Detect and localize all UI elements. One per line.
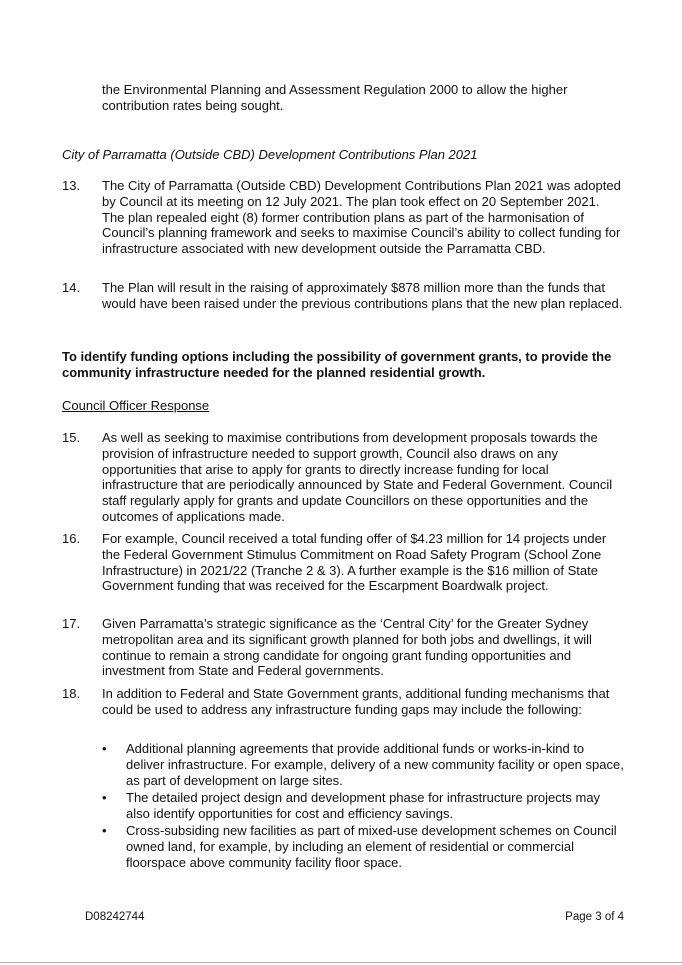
bullet-text: The detailed project design and development phase for infrastructure projects may also identify opportunities for cost and efficiency savings. [126,790,601,821]
paragraph-number: 13. [62,178,81,193]
plan-title: City of Parramatta (Outside CBD) Development Contributions Plan 2021 [62,147,478,162]
paragraph-17 [62,616,624,679]
paragraph-text: Given Parramatta’s strategic significance as the ‘Central City’ for the Greater Sydney metropolitan area and its significant growth planned for both jobs and dwellings, it will continue to remain a strong candidate for ongoing grant funding opportunities and investment from State and Federal governments. [102,616,592,679]
paragraph-number: 14. [62,280,81,295]
paragraph-18 [62,686,624,718]
paragraph-text: The City of Parramatta (Outside CBD) Development Contributions Plan 2021 was adopted by Council at its meeting on 12 July 2021. The plan took effect on 20 September 2021. The plan repealed eight (8) former contribution plans as part of the harmonisation of Council’s planning framework and seeks to maximise Council’s ability to collect funding for infrastructure associated with new development outside the Parramatta CBD. [102,178,621,257]
paragraph-number: 18. [62,686,81,701]
document-id: D08242744 [85,911,145,923]
paragraph-number: 15. [62,430,81,445]
paragraph-number: 16. [62,531,81,546]
paragraph-14 [62,280,624,312]
response-heading: Council Officer Response [62,398,210,413]
continuation-paragraph: the Environmental Planning and Assessment Regulation 2000 to allow the higher contribution rates being sought. [102,82,568,113]
bullet-mark: • [102,790,107,805]
bullet-item [102,823,624,870]
paragraph-13 [62,178,624,257]
paragraph-text: The Plan will result in the raising of approximately $878 million more than the funds that would have been raised under the previous contributions plans that the new plan replaced. [102,280,623,311]
paragraph-text: In addition to Federal and State Government grants, additional funding mechanisms that could be used to address any infrastructure funding gaps may include the following: [102,686,610,717]
bullet-text: Additional planning agreements that provide additional funds or works-in-kind to deliver infrastructure. For example, delivery of a new community facility or open space, as part of development on large sites. [126,741,624,788]
bullet-item [102,741,624,788]
paragraph-text: For example, Council received a total funding offer of $4.23 million for 14 projects under the Federal Government Stimulus Commitment on Road Safety Program (School Zone Infrastructure) in 2021/22 (Tranche 2 & 3). A further example is the $16 million of State Government funding that was received for the Escarpment Boardwalk project. [102,531,607,594]
page-number: Page 3 of 4 [565,911,624,923]
paragraph-16 [62,531,624,594]
section-heading: To identify funding options including the possibility of government grants, to provide the community infrastructure needed for the planned residential growth. [62,349,612,380]
bullet-text: Cross-subsiding new facilities as part of mixed-use development schemes on Council owned land, for example, by including an element of residential or commercial floorspace above community facility floor space. [126,823,617,870]
bullet-mark: • [102,823,107,838]
page-bottom-border [0,962,682,963]
bullet-mark: • [102,741,107,756]
paragraph-number: 17. [62,616,81,631]
bullet-item [102,790,624,822]
paragraph-15 [62,430,624,525]
paragraph-text: As well as seeking to maximise contributions from development proposals towards the provision of infrastructure needed to support growth, Council also draws on any opportunities that arise to apply for grants to directly increase funding for local infrastructure that are periodically announced by State and Federal Government. Council staff regularly apply for grants and update Councillors on these opportunities and the outcomes of applications made. [102,430,613,524]
